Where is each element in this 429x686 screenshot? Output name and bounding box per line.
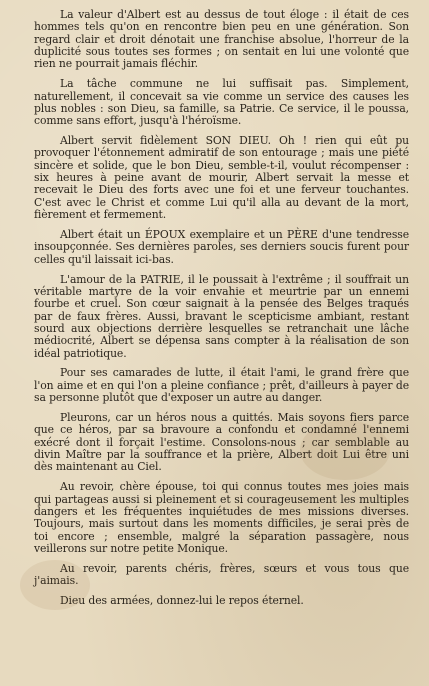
paragraph-love-of-country: L'amour de la PATRIE, il le poussait à l'extrême ; il souffrait un véritable martyre de la voir envahie et meurtrie par un ennemi fourbe et cruel. Son cœur saignait à la pensée des Belges traqués par de faux frères. Aussi, bravant le scepticisme ambiant, restant sourd aux objections derrière lesquelles se retranchait une lâche médiocrité, Albert se dépensa sans compter à la réalisation de son idéal patriotique.	[34, 272, 409, 360]
paper-stain	[300, 420, 390, 480]
paragraph-served-god: Albert servit fidèlement SON DIEU. Oh ! rien qui eût pu provoquer l'étonnement admiratif de son entourage ; mais une piété sincère et solide, que le bon Dieu, semble-t-il, voulut récompenser : six heures à peine avant de mourir, Albert servait la messe et recevait le Dieu des forts avec une foi et une ferveur touchantes. C'est avec le Christ et comme Lui qu'il alla au devant de la mort, fièrement et fermement.	[34, 134, 409, 222]
paragraph-farewell-wife: Au revoir, chère épouse, toi qui connus toutes mes joies mais qui partageas aussi si pleinement et si courageusement les multiples dangers et les fréquentes inquiétudes de mes missions diverses. Toujours, mais surtout dans les moments difficiles, je serai près de toi encore ; ensemble, malgré la séparation passagère, nous veillerons sur notre petite Monique.	[34, 480, 409, 555]
paragraph-husband-father: Albert était un ÉPOUX exemplaire et un PÈRE d'une tendresse insoupçonnée. Ses dernières paroles, ses derniers soucis furent pour celles qu'il laissait ici-bas.	[34, 228, 409, 266]
paragraph-mourning: Pleurons, car un héros nous a quittés. Mais soyons fiers parce que ce héros, par sa bravoure a confondu et condamné l'ennemi exécré dont il forçait l'estime. Consolons-nous ; car semblable au divin Maître par la souffrance et la prière, Albert doit Lui être uni dès maintenant au Ciel.	[34, 410, 409, 474]
paragraph-comrades: Pour ses camarades de lutte, il était l'ami, le grand frère que l'on aime et en qui l'on a pleine confiance ; prêt, d'ailleurs à payer de sa personne plutôt que d'exposer un autre au danger.	[34, 366, 409, 405]
paragraph-albert-valor: La valeur d'Albert est au dessus de tout éloge : il était de ces hommes tels qu'on en rencontre bien peu en une génération. Son regard clair et droit dénotait une franchise absolue, l'horreur de la duplicité sous toutes ses formes ; on sentait en lui une volonté que rien ne pourrait jamais fléchir.	[34, 8, 409, 71]
paragraph-final-prayer: Dieu des armées, donnez-lui le repos éternel.	[60, 593, 304, 607]
paragraph-farewell-family: Au revoir, parents chéris, frères, sœurs et vous tous que j'aimais.	[34, 561, 409, 588]
paragraph-common-task: La tâche commune ne lui suffisait pas. Simplement, naturellement, il concevait sa vie comme un service des causes les plus nobles : son Dieu, sa famille, sa Patrie. Ce service, il le poussa, comme sans effort, jusqu'à l'héroïsme.	[34, 77, 409, 128]
paper-stain	[20, 560, 90, 610]
